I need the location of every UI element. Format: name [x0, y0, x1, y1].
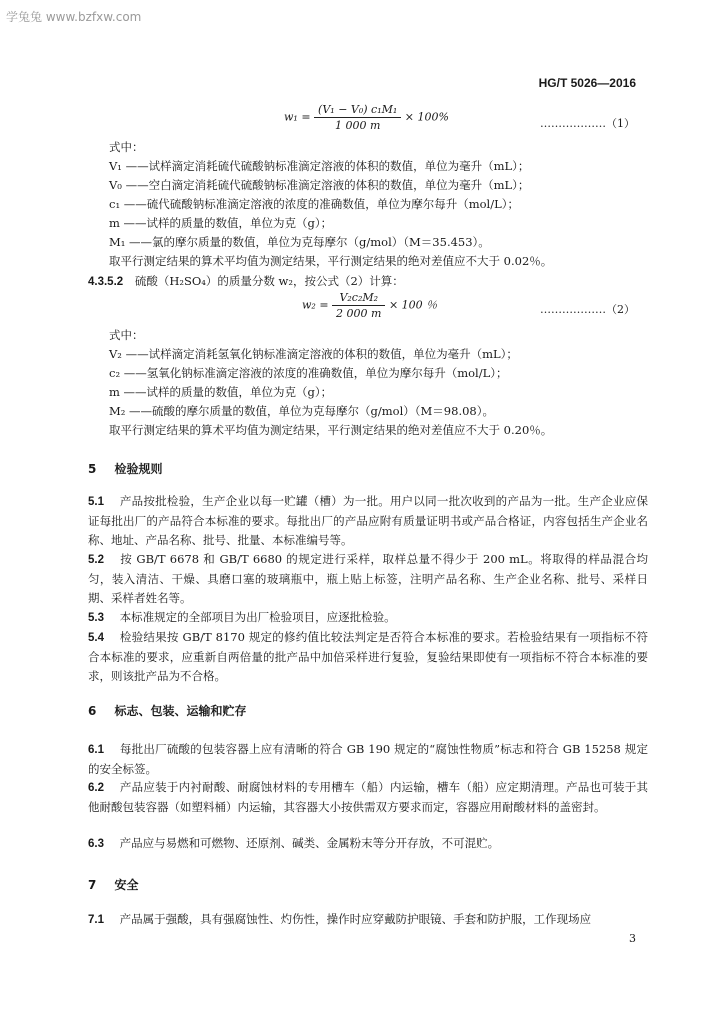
formula-1-tail: × 100% [404, 110, 449, 124]
defs-1-item: c₁ ——硫代硫酸钠标准滴定溶液的浓度的准确数值，单位为摩尔每升（mol/L）； [109, 197, 519, 211]
watermark: 学兔兔 www.bzfxw.com [6, 10, 142, 24]
defs-2-item: m ——试样的质量的数值，单位为克（g）； [109, 385, 333, 399]
formula-1 [284, 102, 449, 133]
section-6-title: 标志、包装、运输和贮存 [114, 704, 247, 718]
clause-5-3 [88, 608, 648, 628]
formula-2-tail: × 100 ％ [388, 298, 438, 312]
clause-6-2-text: 产品应装于内衬耐酸、耐腐蚀材料的专用槽车（船）内运输，槽车（船）应定期清理。产品也可装于其他耐酸包装容器（如塑料桶）内运输，其容器大小按供需双方要求而定，容器应用耐酸材料的盖密封。 [88, 780, 649, 814]
defs-2-item: c₂ ——氢氧化钠标准滴定溶液的浓度的准确数值，单位为摩尔每升（mol/L）； [109, 366, 508, 380]
standard-code: HG/T 5026—2016 [538, 76, 636, 90]
section-6-number: 6 [88, 704, 97, 718]
clause-5-4-number: 5.4 [88, 632, 104, 644]
defs-1-item: V₁ ——试样滴定消耗硫代硫酸钠标准滴定溶液的体积的数值，单位为毫升（mL）； [109, 159, 530, 173]
clause-6-3-text: 产品应与易燃和可燃物、还原剂、碱类、金属粉末等分开存放，不可混贮。 [119, 836, 500, 850]
formula-2-lhs: w₂ = [302, 298, 329, 312]
clause-4352 [88, 272, 404, 292]
section-7-number: 7 [88, 878, 97, 892]
clause-6-3-number: 6.3 [88, 838, 104, 850]
clause-6-2-number: 6.2 [88, 782, 104, 794]
formula-2-number: ………………（2） [540, 303, 635, 316]
clause-5-1 [88, 492, 648, 550]
defs-1-item: V₀ ——空白滴定消耗硫代硫酸钠标准滴定溶液的体积的数值，单位为毫升（mL）； [109, 178, 530, 192]
clause-6-1 [88, 740, 648, 779]
section-5-heading [88, 460, 163, 477]
formula-1-lhs: w₁ = [284, 110, 311, 124]
formula-2-fraction [332, 290, 385, 321]
defs-2-item: V₂ ——试样滴定消耗氢氧化钠标准滴定溶液的体积的数值，单位为毫升（mL）； [109, 347, 518, 361]
formula-1-number: ………………（1） [540, 117, 635, 130]
formula-1-fraction [314, 102, 401, 133]
formula-2-denominator: 2 000 m [336, 307, 382, 320]
clause-4352-number: 4.3.5.2 [88, 276, 124, 288]
defs-1-item: m ——试样的质量的数值，单位为克（g）； [109, 216, 333, 230]
section-5-number: 5 [88, 462, 97, 476]
section-7-title: 安全 [114, 878, 139, 892]
clause-5-1-text: 产品按批检验，生产企业以每一贮罐（槽）为一批。用户以同一批次收到的产品为一批。生产企业应保证每批出厂的产品符合本标准的要求。每批出厂的产品应附有质量证明书或产品合格证，内容包括生产企业名称、地址、产品名称、批号、批量、本标准编号等。 [88, 494, 649, 547]
page-number: 3 [629, 932, 636, 945]
clause-5-4 [88, 628, 648, 686]
defs-1-item: M₁ ——氯的摩尔质量的数值，单位为克每摩尔（g/mol）（M＝35.453）。 [109, 235, 490, 249]
clause-4352-text: 硫酸（H₂SO₄）的质量分数 w₂，按公式（2）计算： [134, 274, 404, 288]
formula-1-denominator: 1 000 m [334, 119, 381, 132]
section-5-title: 检验规则 [114, 462, 163, 476]
section-7-heading [88, 876, 139, 893]
defs-1-result: 取平行测定结果的算术平均值为测定结果，平行测定结果的绝对差值应不大于 0.02％。 [109, 254, 553, 268]
clause-5-3-number: 5.3 [88, 612, 104, 624]
clause-5-1-number: 5.1 [88, 496, 104, 508]
clause-6-2 [88, 778, 648, 817]
clause-7-1-number: 7.1 [88, 914, 104, 926]
defs-2-result: 取平行测定结果的算术平均值为测定结果，平行测定结果的绝对差值应不大于 0.20％。 [109, 423, 553, 437]
clause-5-4-text: 检验结果按 GB/T 8170 规定的修约值比较法判定是否符合本标准的要求。若检验结果有一项指标不符合本标准的要求，应重新自两倍量的批产品中加倍采样进行复验，复验结果即使有一项指标不符合本标准的要求，则该批产品为不合格。 [88, 630, 648, 683]
formula-2 [302, 290, 437, 321]
clause-6-1-number: 6.1 [88, 744, 104, 756]
defs-2-item: M₂ ——硫酸的摩尔质量的数值，单位为克每摩尔（g/mol）（M＝98.08）。 [109, 404, 494, 418]
section-6-heading [88, 702, 247, 719]
defs-2-intro: 式中： [109, 328, 144, 342]
clause-5-2 [88, 550, 648, 608]
formula-1-numerator: (V₁ − V₀) c₁M₁ [314, 102, 401, 118]
clause-7-1 [88, 910, 648, 930]
clause-7-1-text: 产品属于强酸，具有强腐蚀性、灼伤性，操作时应穿戴防护眼镜、手套和防护服，工作现场应 [119, 912, 592, 926]
clause-5-2-number: 5.2 [88, 554, 104, 566]
formula-2-numerator: V₂c₂M₂ [332, 290, 385, 306]
clause-5-3-text: 本标准规定的全部项目为出厂检验项目，应逐批检验。 [119, 610, 396, 624]
clause-6-1-text: 每批出厂硫酸的包装容器上应有清晰的符合 GB 190 规定的“腐蚀性物质”标志和符合 GB 15258 规定的安全标签。 [88, 742, 648, 776]
defs-1-intro: 式中： [109, 140, 144, 154]
clause-6-3 [88, 834, 648, 854]
clause-5-2-text: 按 GB/T 6678 和 GB/T 6680 的规定进行采样，取样总量不得少于 200 mL。将取得的样品混合均匀，装入清洁、干燥、具磨口塞的玻璃瓶中，瓶上贴上标签，注明产品名称、生产企业名称、批号、采样日期、采样者姓名等。 [88, 552, 649, 605]
